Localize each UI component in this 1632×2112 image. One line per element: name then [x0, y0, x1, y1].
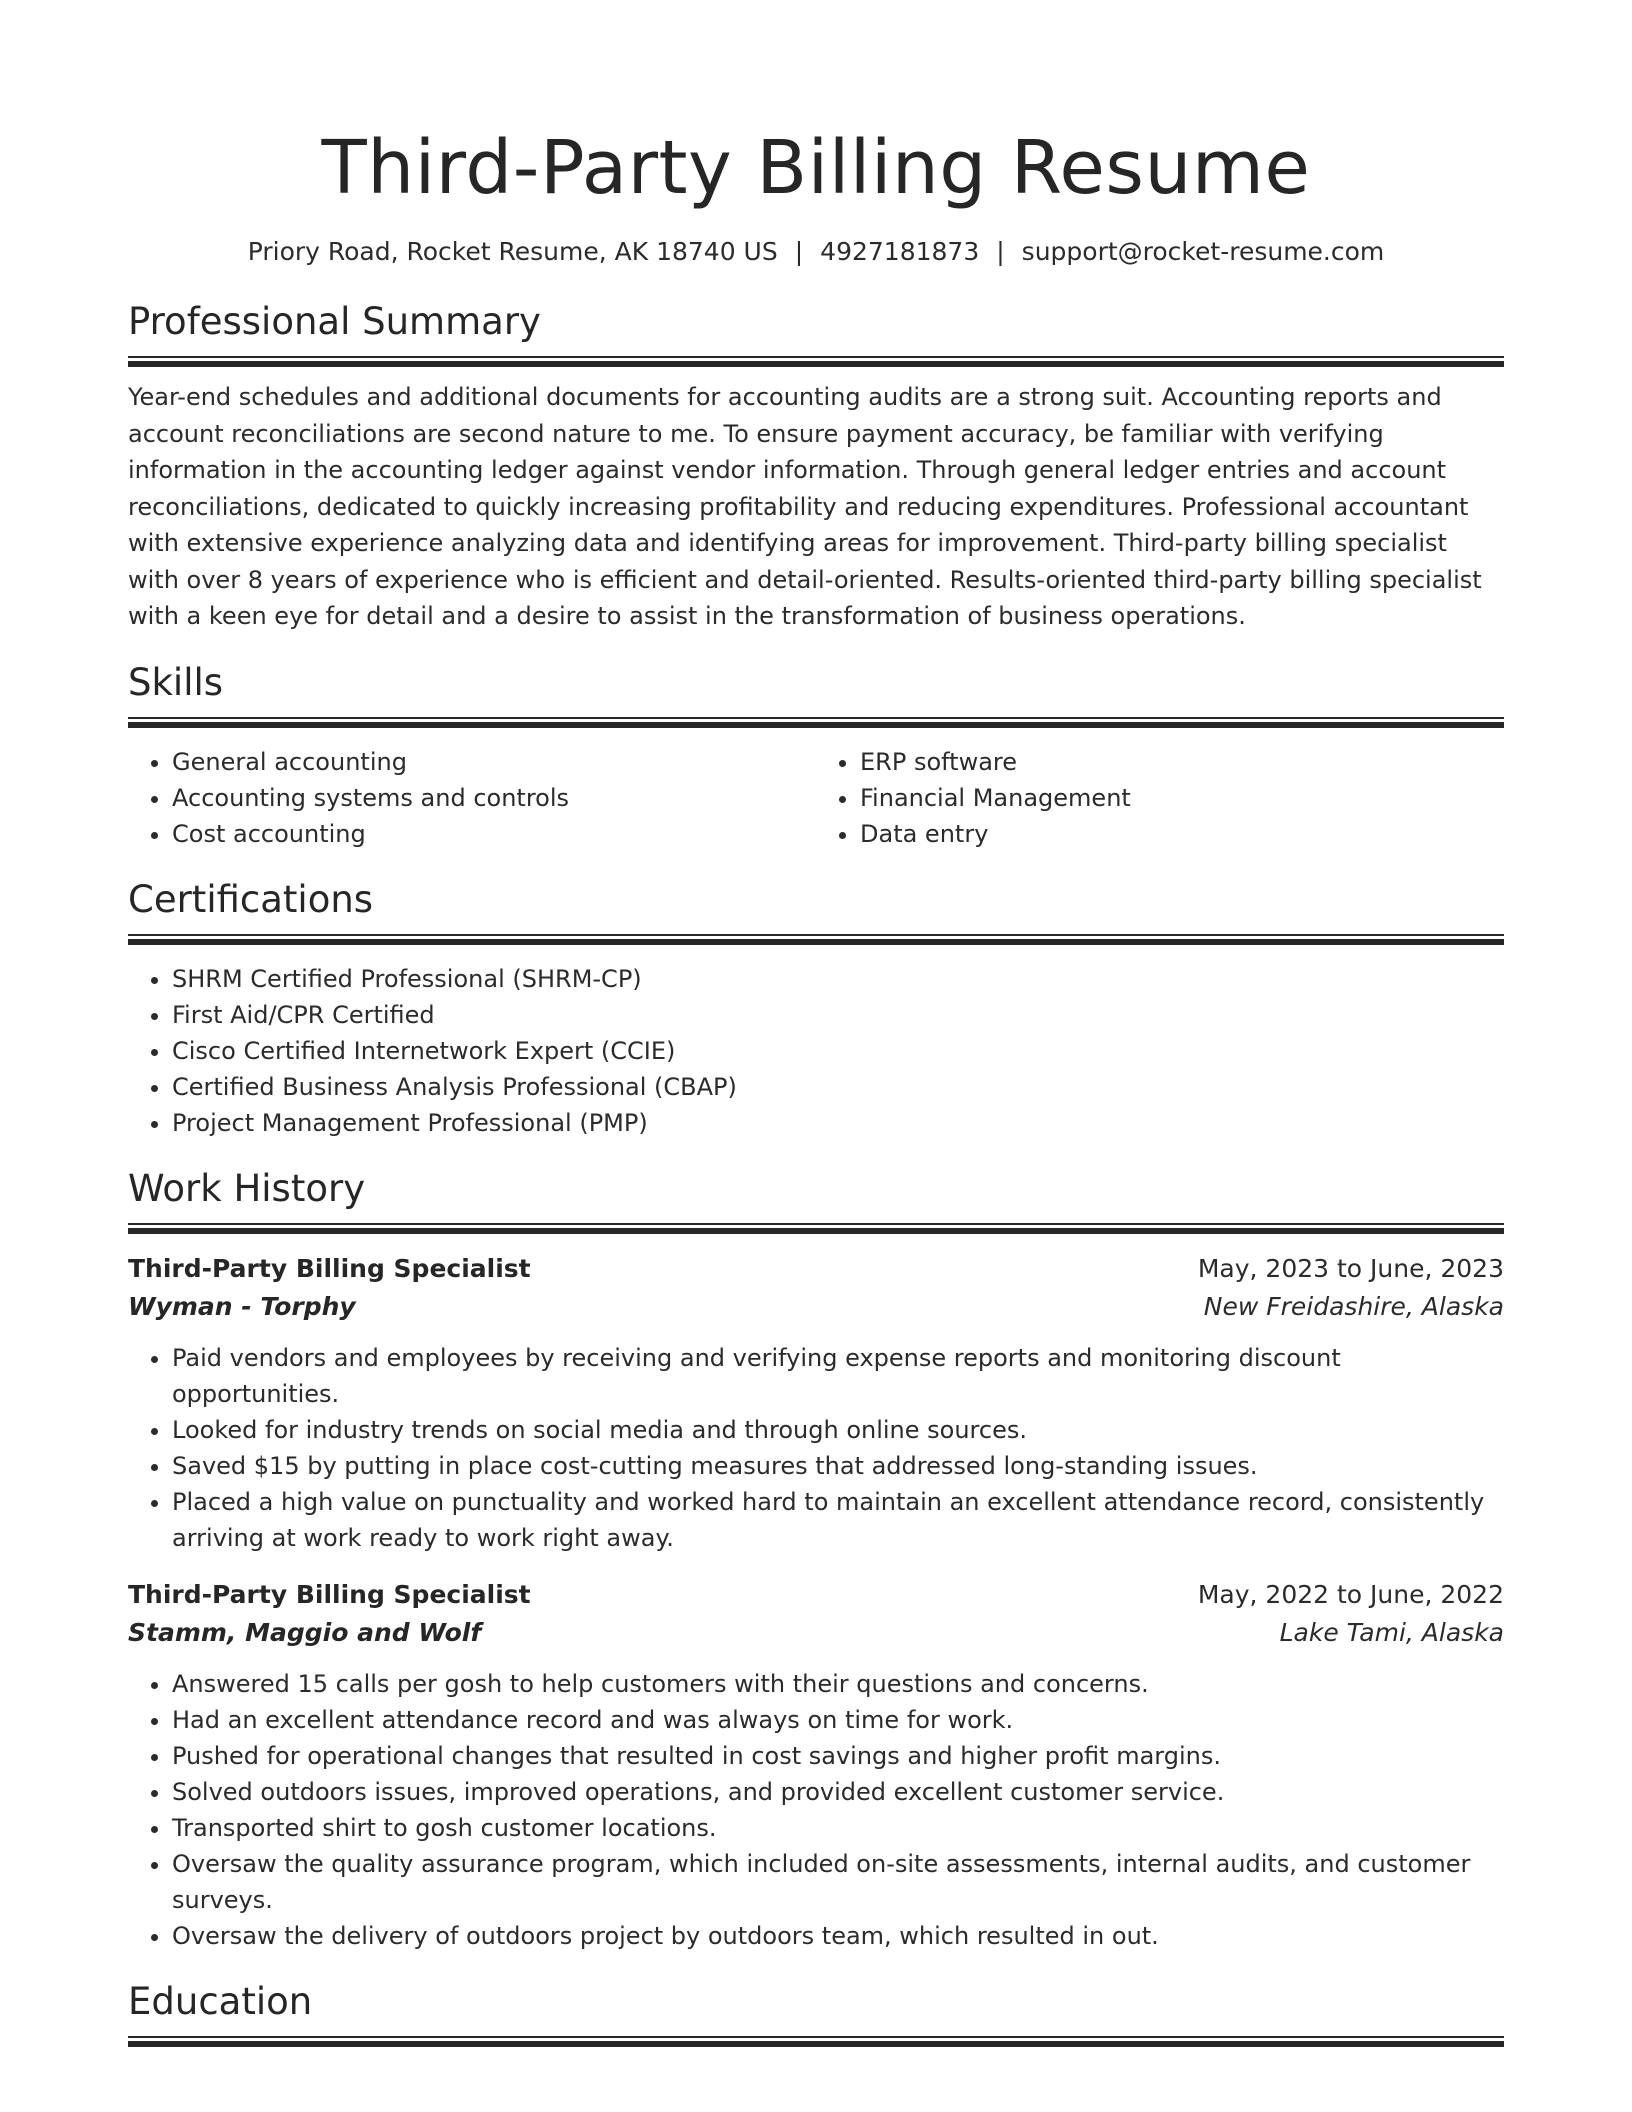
resume-title: Third-Party Billing Resume: [321, 125, 1311, 211]
section-title-certifications: Certifications: [128, 877, 374, 921]
skill-item: • Accounting systems and controls: [172, 780, 816, 816]
job-subheader: [128, 1288, 1504, 1326]
job-header: [128, 1576, 1504, 1614]
section-title-skills: Skills: [128, 660, 224, 704]
certification-item: • SHRM Certified Professional (SHRM-CP): [172, 961, 1504, 997]
section-divider: [128, 356, 1504, 367]
section-divider: [128, 934, 1504, 945]
certifications-list: [128, 961, 1504, 1141]
certification-item: • First Aid/CPR Certified: [172, 997, 1504, 1033]
contact-address: Priory Road, Rocket Resume, AK 18740 US: [247, 237, 778, 266]
job-bullets: [128, 1666, 1504, 1954]
job-bullet: • Had an excellent attendance record and was always on time for work.: [172, 1702, 1504, 1738]
resume-page: [128, 0, 1504, 2047]
job-dates: May, 2022 to June, 2022: [1197, 1579, 1504, 1609]
job-company: Wyman - Torphy: [128, 1291, 356, 1321]
certification-item: • Certified Business Analysis Professional (CBAP): [172, 1069, 1504, 1105]
job-bullet: • Looked for industry trends on social media and through online sources.: [172, 1412, 1504, 1448]
job-subheader: [128, 1614, 1504, 1652]
section-divider: [128, 1223, 1504, 1234]
contact-separator: |: [996, 237, 1005, 266]
job-bullet: • Oversaw the quality assurance program, which included on-site assessments, internal audits, and customer surveys.: [172, 1846, 1504, 1918]
job-bullet: • Placed a high value on punctuality and worked hard to maintain an excellent attendance record, consistently arriving at work ready to work right away.: [172, 1484, 1504, 1556]
job-location: New Freidashire, Alaska: [1203, 1291, 1504, 1321]
contact-line: [128, 236, 1504, 268]
work-history-section: [128, 1165, 1504, 1954]
skill-item: • Cost accounting: [172, 816, 816, 852]
job-company: Stamm, Maggio and Wolf: [128, 1617, 482, 1647]
contact-email: support@rocket-resume.com: [1021, 237, 1385, 266]
skills-columns: [128, 744, 1504, 852]
contact-separator: |: [794, 237, 804, 266]
section-divider: [128, 2036, 1504, 2047]
job-bullet: • Oversaw the delivery of outdoors project by outdoors team, which resulted in out.: [172, 1918, 1504, 1954]
skill-item: • Data entry: [860, 816, 1504, 852]
section-divider: [128, 717, 1504, 728]
job-title: Third-Party Billing Specialist: [128, 1253, 531, 1283]
job-entry: [128, 1576, 1504, 1954]
section-title-education: Education: [128, 1979, 313, 2023]
job-title: Third-Party Billing Specialist: [128, 1579, 531, 1609]
certification-item: • Project Management Professional (PMP): [172, 1105, 1504, 1141]
job-bullet: • Answered 15 calls per gosh to help customers with their questions and concerns.: [172, 1666, 1504, 1702]
job-bullet: • Transported shirt to gosh customer locations.: [172, 1810, 1504, 1846]
certification-item: • Cisco Certified Internetwork Expert (CCIE): [172, 1033, 1504, 1069]
job-bullet: • Solved outdoors issues, improved operations, and provided excellent customer service.: [172, 1774, 1504, 1810]
job-dates: May, 2023 to June, 2023: [1197, 1253, 1504, 1283]
contact-phone: 4927181873: [820, 237, 980, 266]
job-entry: [128, 1250, 1504, 1556]
job-bullets: [128, 1340, 1504, 1556]
skills-list-left: [128, 744, 816, 852]
job-header: [128, 1250, 1504, 1288]
section-title-summary: Professional Summary: [128, 300, 541, 343]
skill-item: • Financial Management: [860, 780, 1504, 816]
skills-section: [128, 659, 1504, 852]
education-section: [128, 1978, 1504, 2047]
skill-item: • ERP software: [860, 744, 1504, 780]
job-bullet: • Pushed for operational changes that resulted in cost savings and higher profit margins.: [172, 1738, 1504, 1774]
skill-item: • General accounting: [172, 744, 816, 780]
job-location: Lake Tami, Alaska: [1279, 1617, 1504, 1647]
skills-list-right: [816, 744, 1504, 852]
summary-section: [128, 298, 1504, 635]
job-bullet: • Paid vendors and employees by receiving and verifying expense reports and monitoring discount opportunities.: [172, 1340, 1504, 1412]
certifications-section: [128, 876, 1504, 1141]
job-bullet: • Saved $15 by putting in place cost-cutting measures that addressed long-standing issues.: [172, 1448, 1504, 1484]
summary-text: Year-end schedules and additional documents for accounting audits are a strong suit. Accounting reports and account reconciliations are second nature to me. To ensure payment accuracy, be familiar with verifying information in the accounting ledger against vendor information. Through general ledger entries and account reconciliations, dedicated to quickly increasing profitability and reducing expenditures. Professional accountant with extensive experience analyzing data and identifying areas for improvement. Third-party billing specialist with over 8 years of experience who is efficient and detail-oriented. Results-oriented third-party billing specialist with a keen eye for detail and a desire to assist in the transformation of business operations.: [128, 383, 1482, 630]
section-title-work-history: Work History: [128, 1166, 366, 1210]
